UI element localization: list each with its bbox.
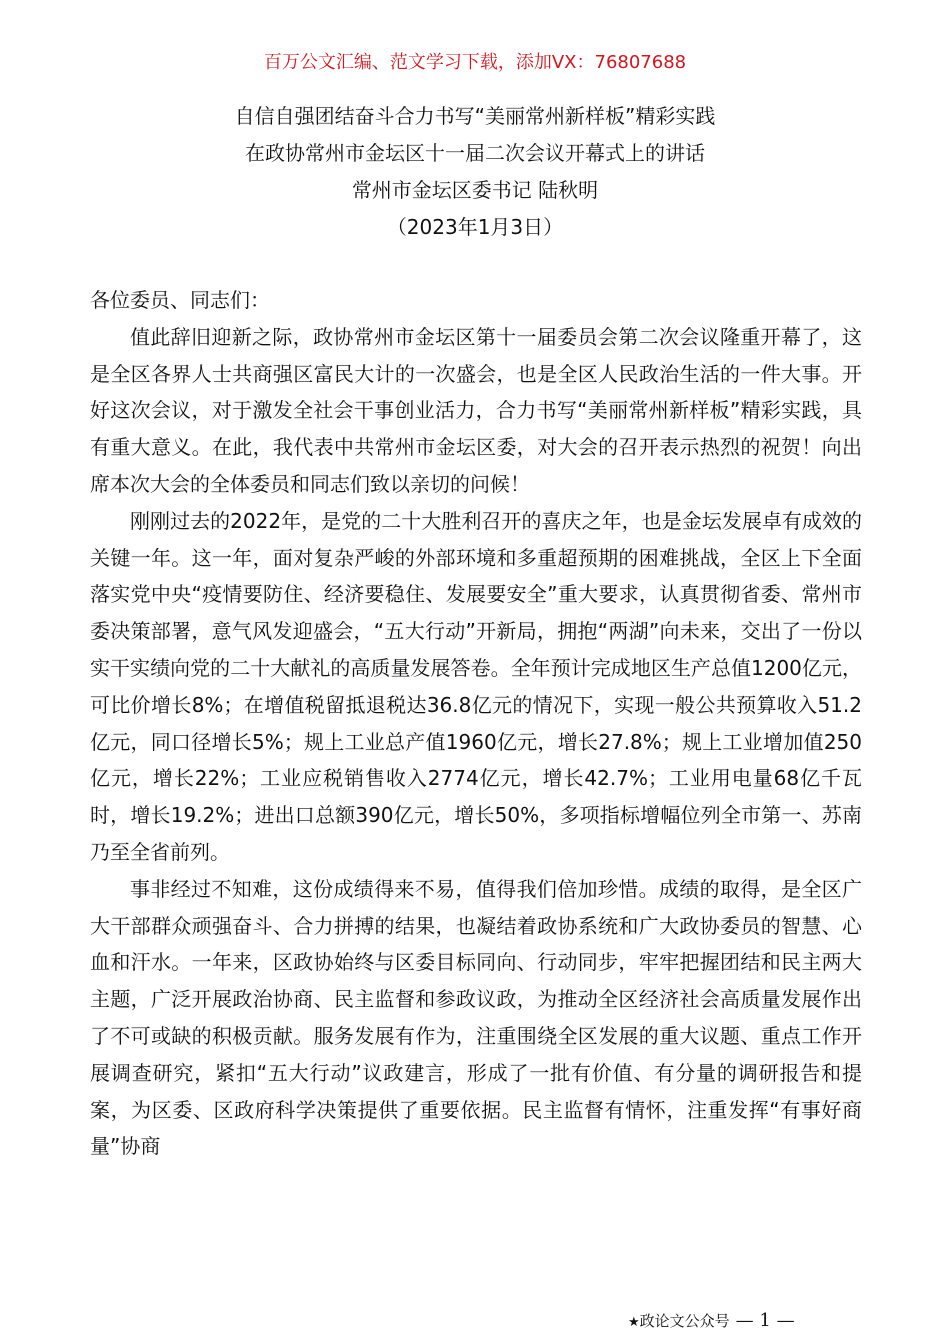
paragraph-2: 刚刚过去的2022年，是党的二十大胜利召开的喜庆之年，也是金坛发展卓有成效的关键一年。这一年，面对复杂严峻的外部环境和多重超预期的困难挑战，全区上下全面落实党中央“疫情要防住、经济要稳住、发展要安全”重大要求，认真贯彻省委、常州市委决策部署，意气风发迎盛会，“五大行动”开新局，拥抱“两湖”向未来，交出了一份以实干实绩向党的二十大献礼的高质量发展答卷。全年预计完成地区生产总值1200亿元，可比价增长8%；在增值税留抵退税达36.8亿元的情况下，实现一般公共预算收入51.2亿元，同口径增长5%；规上工业总产值1960亿元，增长27.8%；规上工业增加值250亿元，增长22%；工业应税销售收入2774亿元，增长42.7%；工业用电量68亿千瓦时，增长19.2%；进出口总额390亿元，增长50%，多项指标增幅位列全市第一、苏南乃至全省前列。: [90, 508, 862, 864]
paragraph-3: 事非经过不知难，这份成绩得来不易，值得我们倍加珍惜。成绩的取得，是全区广大干部群众顽强奋斗、合力拼搏的结果，也凝结着政协系统和广大政协委员的智慧、心血和汗水。一年来，区政协始终与区委目标同向、行动同步，牢牢把握团结和民主两大主题，广泛开展政治协商、民主监督和参政议政，为推动全区经济社会高质量发展作出了不可或缺的积极贡献。服务发展有作为，注重围绕全区发展的重大议题、重点工作开展调查研究，紧扣“五大行动”议政建言，形成了一批有价值、有分量的调研报告和提案，为区委、区政府科学决策提供了重要依据。民主监督有情怀，注重发挥“有事好商量”协商: [90, 876, 862, 1159]
page-number: — 1 —: [735, 1310, 795, 1331]
document-body: [90, 282, 862, 1165]
star-icon: ★: [628, 1315, 640, 1330]
document-header: [0, 98, 950, 246]
page-footer: [628, 1310, 795, 1331]
document-date: （2023年1月3日）: [386, 215, 564, 239]
salutation: 各位委员、同志们：: [90, 288, 270, 312]
paragraph-1: 值此辞旧迎新之际，政协常州市金坛区第十一届委员会第二次会议隆重开幕了，这是全区各界人士共商强区富民大计的一次盛会，也是全区人民政治生活的一件大事。开好这次会议，对于激发全社会干事创业活力，合力书写“美丽常州新样板”精彩实践，具有重大意义。在此，我代表中共常州市金坛区委，对大会的召开表示热烈的祝贺！向出席本次大会的全体委员和同志们致以亲切的问候！: [90, 324, 862, 496]
footer-source: 政论文公众号: [639, 1312, 730, 1330]
promo-banner: 百万公文汇编、范文学习下载，添加VX：76807688: [263, 52, 687, 73]
document-author: 常州市金坛区委书记 陆秋明: [351, 178, 599, 202]
document-subtitle: 在政协常州市金坛区十一届二次会议开幕式上的讲话: [245, 141, 705, 165]
document-title: 自信自强团结奋斗合力书写“美丽常州新样板”精彩实践: [234, 104, 716, 128]
